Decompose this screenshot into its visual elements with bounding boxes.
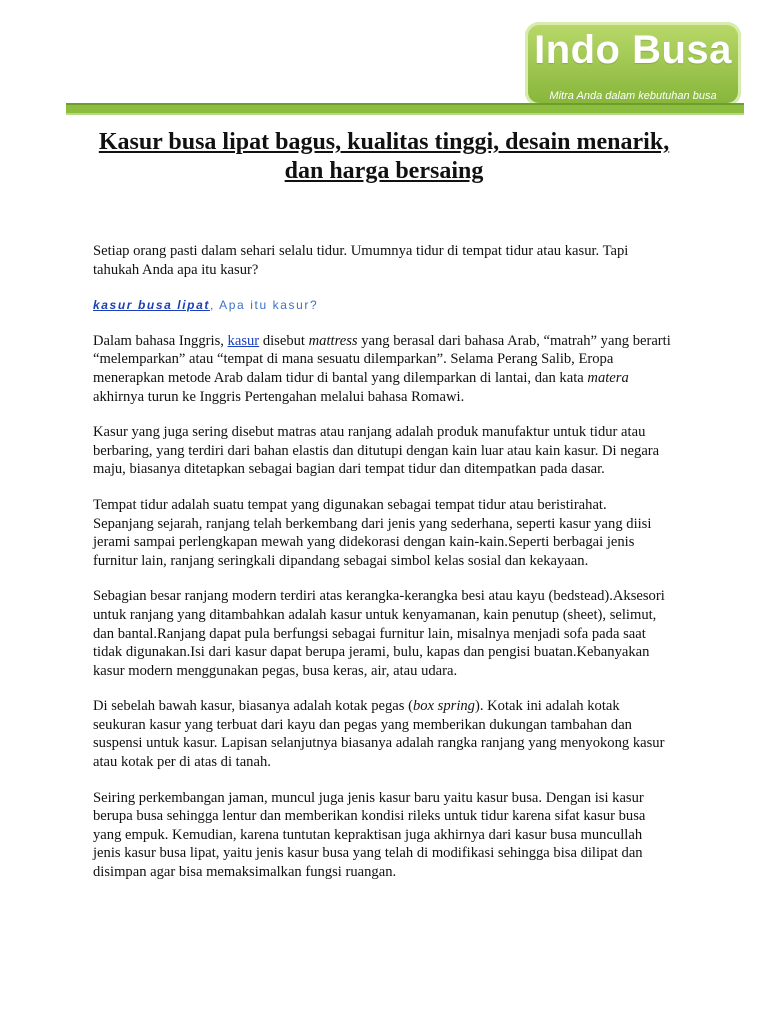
paragraph-3: Tempat tidur adalah suatu tempat yang digunakan sebagai tempat tidur atau beristirahat. Sepanjang sejarah, ranjang telah berkembang dari jenis yang sederhana, seperti kasur yang diisi jerami sampai perlengkapan mewah yang didekorasi dengan kain-kain.Seperti berbagai jenis furnitur lain, ranjang seringkali dipandang sebagai simbol kelas sosial dan kekayaan. [93, 496, 652, 569]
keyword-link[interactable]: kasur busa lipat [93, 298, 210, 313]
logo-name: Indo Busa [534, 28, 732, 72]
logo-tagline: Mitra Anda dalam kebutuhan busa [549, 90, 717, 102]
paragraph-5 [93, 697, 671, 771]
p1-term-matera: matera [587, 369, 629, 386]
p1-text-d: akhirnya turun ke Inggris Pertengahan melalui bahasa Romawi. [93, 388, 465, 405]
paragraph-1 [93, 332, 671, 406]
indo-busa-logo [525, 22, 741, 106]
paragraph-6: Seiring perkembangan jaman, muncul juga jenis kasur baru yaitu kasur busa. Dengan isi kasur berupa busa sehingga lentur dan memberikan kondisi rileks untuk tidur karena sifat kasur busa yang empuk. Kemudian, karena tuntutan kepraktisan juga akhirnya dari kasur busa muncullah jenis kasur busa lipat, yaitu jenis kasur busa yang telah di modifikasi sehingga bisa dilipat dan disimpan agar bisa memaksimalkan fungsi ruangan. [93, 789, 646, 881]
page-title: Kasur busa lipat bagus, kualitas tinggi, desain menarik, dan harga bersaing [98, 129, 670, 184]
paragraph-4: Sebagian besar ranjang modern terdiri atas kerangka-kerangka besi atau kayu (bedstead).Aksesori untuk ranjang yang ditambahkan adalah kasur untuk kenyamanan, kain penutup (sheet), selimut, dan bantal.Ranjang dapat pula berfungsi sebagai furnitur lain, misalnya menjadi sofa pada saat tidak digunakan.Isi dari kasur dapat berupa jerami, bulu, kapas dan pengisi buatan.Kebanyakan kasur modern menggunakan pegas, busa keras, air, atau udara. [93, 588, 665, 679]
header-divider [66, 103, 744, 115]
p5-text-a: Di sebelah bawah kasur, biasanya adalah kotak pegas ( [93, 698, 413, 715]
p1-text-b: disebut [259, 332, 309, 349]
kasur-link[interactable]: kasur [227, 332, 260, 349]
p1-term-mattress: mattress [308, 332, 358, 349]
p5-term-box-spring: box spring [412, 698, 475, 715]
p1-text-a: Dalam bahasa Inggris, [93, 332, 228, 349]
paragraph-2: Kasur yang juga sering disebut matras atau ranjang adalah produk manufaktur untuk tidur atau berbaring, yang terdiri dari bahan elastis dan ditutupi dengan kain luar atau kain kasur. Di negara maju, biasanya ditetapkan sebagai bagian dari tempat tidur dan ditempatkan pada dasar. [93, 424, 660, 478]
subheading [93, 296, 671, 315]
intro-paragraph: Setiap orang pasti dalam sehari selalu tidur. Umumnya tidur di tempat tidur atau kasur. Tapi tahukah Anda apa itu kasur? [93, 243, 629, 278]
article-body [93, 242, 671, 899]
subheading-question: , Apa itu kasur? [209, 298, 319, 313]
p1-text-c: yang berasal dari bahasa Arab, “matrah” yang berarti “melemparkan” atau “tempat di mana sesuatu dilemparkan”. Selama Perang Salib, Eropa menerapkan metode Arab dalam tidur di bantal yang dilemparkan di lantai, dan kata [93, 332, 671, 386]
p5-text-b: ). Kotak ini adalah kotak seukuran kasur yang terbuat dari kayu dan pegas yang memberikan dukungan tambahan dan suspensi untuk kasur. Lapisan selanjutnya biasanya adalah rangka ranjang yang menyokong kasur atau kotak per di atas di tanah. [93, 698, 665, 771]
